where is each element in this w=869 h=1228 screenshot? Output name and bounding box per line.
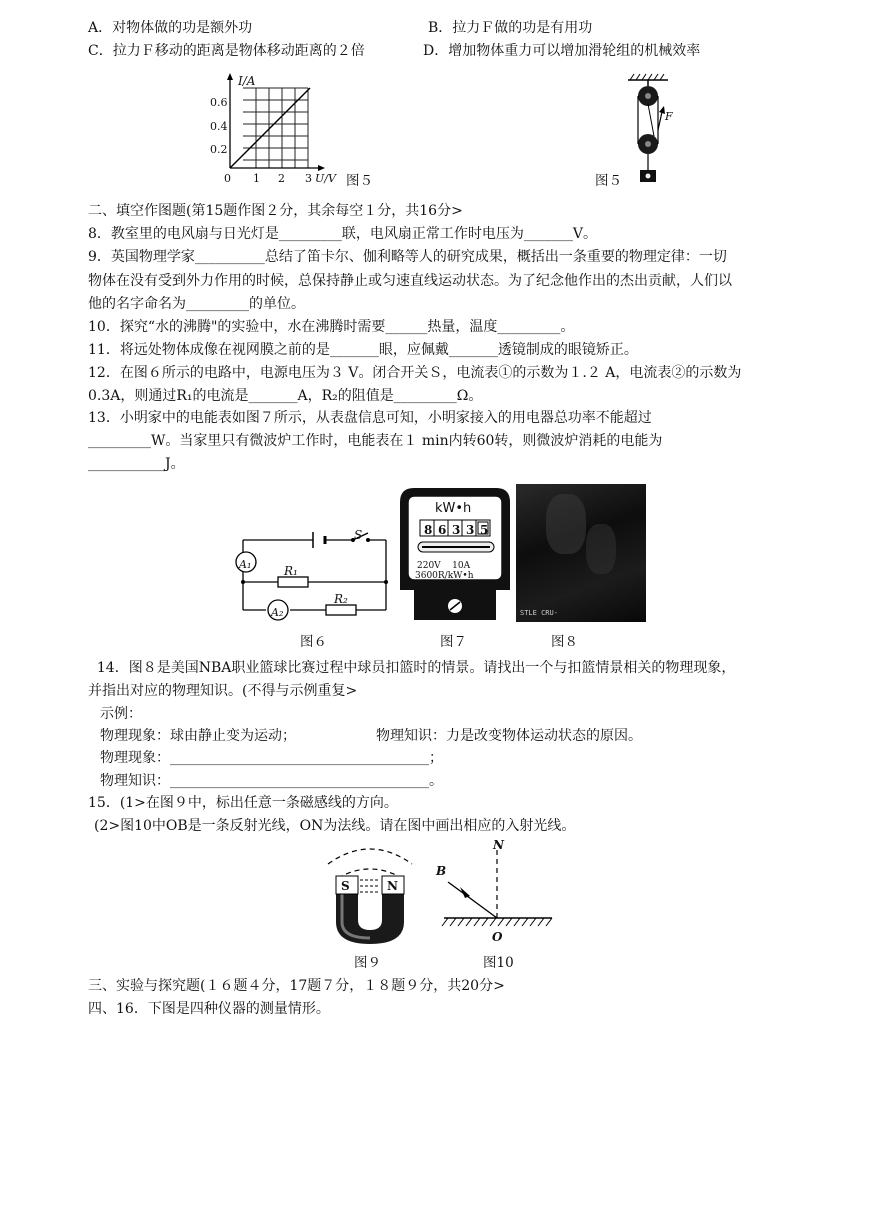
figure-caption: 图６: [300, 634, 327, 650]
question-13-line3: ___________J。: [88, 456, 185, 472]
basketball-photo: [516, 484, 646, 622]
figure-caption: 图７: [440, 634, 467, 650]
y-axis-label: I/A: [238, 74, 256, 88]
circuit-figure: [228, 520, 398, 660]
figure-caption: 图８: [551, 634, 578, 650]
north-pole-label: N: [387, 879, 398, 893]
question-9-line2: 物体在没有受到外力作用的时候，总保持静止或匀速直线运动状态。为了纪念他作出的杰出贡献，人们以: [88, 273, 732, 289]
x-tick: 1: [253, 172, 260, 185]
question-12-line2: 0.3A，则通过R₁的电流是_______A，R₂的阻值是_________Ω。: [88, 388, 483, 404]
meter-digit: 5: [480, 523, 489, 537]
question-14-line1: 14．图８是美国NBA职业篮球比赛过程中球员扣篮时的情景。请找出一个与扣篮情景相关的物理现象，: [88, 660, 736, 676]
meter-digit: 8: [424, 523, 433, 537]
question-16: 四、16．下图是四种仪器的测量情形。: [88, 1001, 330, 1017]
meter-unit: kW•h: [435, 501, 472, 516]
example-label: 示例：: [100, 706, 142, 722]
x-tick: 0: [224, 172, 231, 185]
meter-rating: 220V 10A: [417, 561, 471, 571]
option-c: C．拉力Ｆ移动的距离是物体移动距离的２倍: [88, 43, 365, 59]
pulley-figure: [588, 70, 678, 190]
x-axis-label: U/V: [315, 172, 336, 185]
mirror-figure: [430, 836, 560, 974]
switch-label: S: [354, 528, 363, 542]
answer-knowledge: 物理知识：_____________________________________。: [100, 773, 443, 789]
meter-digit: 3: [466, 523, 475, 537]
resistor-2-label: R₂: [334, 592, 348, 606]
x-tick: 3: [305, 172, 312, 185]
question-8: 8．教室里的电风扇与日光灯是_________联，电风扇正常工作时电压为_______V。: [88, 226, 598, 242]
figure-caption: 图５: [595, 173, 622, 189]
question-9-line3: 他的名字命名为_________的单位。: [88, 296, 305, 312]
question-15-part1: 15．(1>在图９中，标出任意一条磁感线的方向。: [88, 795, 398, 811]
meter-digit: 3: [452, 523, 461, 537]
section-heading: 二、填空作图题(第15题作图２分，其余每空１分，共16分>: [88, 203, 463, 219]
force-label: F: [665, 110, 673, 123]
ammeter-2-label: A₂: [271, 606, 284, 619]
south-pole-label: S: [341, 879, 350, 893]
question-12-line1: 12．在图６所示的电路中，电源电压为３ V。闭合开关Ｓ，电流表①的示数为１.２ A，电流表②的示数为: [88, 365, 742, 381]
u-magnet: [320, 842, 420, 952]
question-10: 10．探究“水的沸腾"的实验中，水在沸腾时需要______热量，温度_________。: [88, 319, 575, 335]
option-d: D．增加物体重力可以增加滑轮组的机械效率: [423, 43, 701, 59]
y-tick: 0.2: [210, 143, 228, 156]
photo-watermark: STLE CRU-: [520, 609, 558, 617]
ammeter-1-label: A₁: [239, 558, 252, 571]
example-knowledge: 物理知识：力是改变物体运动状态的原因。: [376, 728, 642, 744]
iu-graph-figure: [198, 70, 378, 190]
answer-phenomenon: 物理现象：_____________________________________；: [100, 750, 443, 766]
circuit-diagram: [228, 520, 398, 625]
figure-caption: 图５: [346, 173, 373, 189]
magnet-figure: [320, 842, 420, 974]
example-phenomenon: 物理现象：球由静止变为运动；: [100, 728, 296, 744]
question-13-line2: _________W。当家里只有微波炉工作时，电能表在１ min内转60转，则微波炉消耗的电能为: [88, 433, 663, 449]
question-11: 11．将远处物体成像在视网膜之前的是_______眼，应佩戴_______透镜制成的眼镜矫正。: [88, 342, 638, 358]
x-tick: 2: [278, 172, 285, 185]
meter-figure: [394, 484, 516, 660]
question-13-line1: 13．小明家中的电能表如图７所示，从表盘信息可知，小明家接入的用电器总功率不能超过: [88, 410, 652, 426]
y-tick: 0.6: [210, 96, 228, 109]
ray-label: B: [436, 864, 447, 878]
option-b: B．拉力Ｆ做的功是有用功: [428, 20, 593, 36]
section-heading: 三、实验与探究题(１６题４分，17题７分，１８题９分，共20分>: [88, 978, 505, 994]
meter-constant: 3600R/kW•h: [415, 571, 474, 581]
question-9-line1: 9．英国物理学家__________总结了笛卡尔、伽利略等人的研究成果，概括出一条重要的物理定律：一切: [88, 249, 727, 265]
point-label: O: [492, 930, 503, 944]
option-a: A．对物体做的功是额外功: [88, 20, 253, 36]
normal-label: N: [493, 838, 504, 852]
question-15-part2: (2>图10中OB是一条反射光线，ON为法线。请在图中画出相应的入射光线。: [94, 818, 576, 834]
question-14-line2: 并指出对应的物理知识。(不得与示例重复>: [88, 683, 358, 699]
resistor-1-label: R₁: [284, 564, 298, 578]
meter-digit: 6: [438, 523, 447, 537]
figure-caption: 图10: [483, 955, 514, 971]
figure-caption: 图９: [354, 955, 381, 971]
y-tick: 0.4: [210, 120, 228, 133]
